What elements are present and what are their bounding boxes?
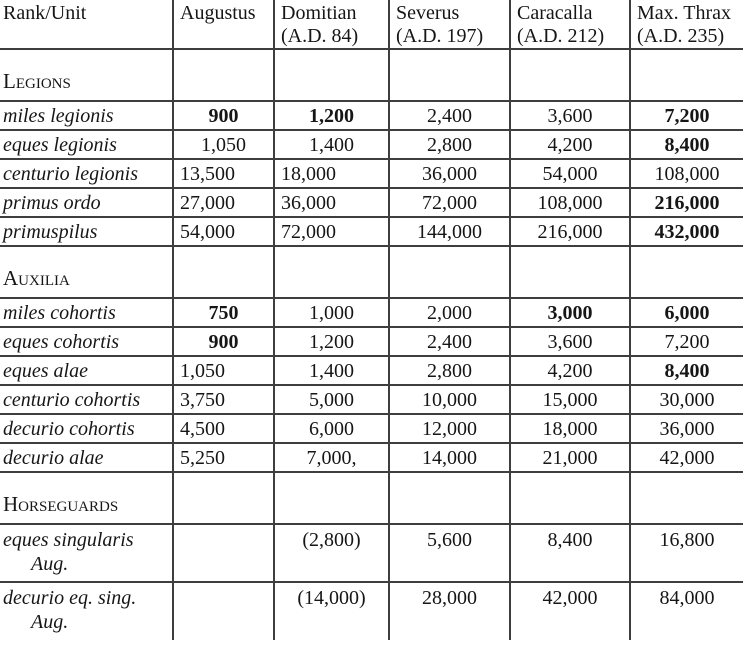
column-subtitle: (A.D. 235) <box>637 25 725 47</box>
rank-label-cell <box>0 385 173 414</box>
rank-label: eques legionis <box>3 133 117 156</box>
value-cell: 3,000 <box>510 298 630 327</box>
value-cell: 8,400 <box>510 524 630 582</box>
data-row-decurio-eq-sing <box>0 582 743 640</box>
section-label-cell <box>0 246 173 298</box>
value-cell: 54,000 <box>510 159 630 188</box>
section-row-legions <box>0 49 743 101</box>
value-cell <box>510 49 630 101</box>
value-cell: 2,800 <box>389 130 510 159</box>
value-cell: 1,200 <box>274 101 389 130</box>
column-subtitle: (A.D. 84) <box>281 25 359 47</box>
value-cell: 15,000 <box>510 385 630 414</box>
value-cell: 18,000 <box>274 159 389 188</box>
value-cell: 4,500 <box>173 414 274 443</box>
value-cell <box>630 246 743 298</box>
column-header-severus <box>389 0 510 49</box>
value-cell: 7,000, <box>274 443 389 472</box>
value-cell: 3,600 <box>510 327 630 356</box>
section-label-cell <box>0 472 173 524</box>
value-cell: 900 <box>173 327 274 356</box>
column-header-caracalla <box>510 0 630 49</box>
data-row-eques-legionis <box>0 130 743 159</box>
value-cell: 7,200 <box>630 101 743 130</box>
data-row-decurio-cohortis <box>0 414 743 443</box>
value-cell: 7,200 <box>630 327 743 356</box>
rank-label-line2: Aug. <box>31 611 69 633</box>
column-title: Rank/Unit <box>3 2 87 24</box>
value-cell <box>173 582 274 640</box>
column-title: Augustus <box>180 2 256 24</box>
value-cell: 1,000 <box>274 298 389 327</box>
value-cell: 1,050 <box>173 130 274 159</box>
value-cell: 54,000 <box>173 217 274 246</box>
value-cell: 3,750 <box>173 385 274 414</box>
rank-label: primuspilus <box>3 220 98 243</box>
column-header-domitian <box>274 0 389 49</box>
value-cell: 42,000 <box>510 582 630 640</box>
value-cell: 14,000 <box>389 443 510 472</box>
value-cell <box>510 472 630 524</box>
value-cell: 5,600 <box>389 524 510 582</box>
value-cell: (14,000) <box>274 582 389 640</box>
value-cell: 16,800 <box>630 524 743 582</box>
rank-label-cell <box>0 130 173 159</box>
value-cell: 108,000 <box>630 159 743 188</box>
rank-label: decurio cohortis <box>3 417 135 440</box>
table-body <box>0 49 743 640</box>
rank-label: centurio cohortis <box>3 388 141 411</box>
column-title: Max. Thrax <box>637 2 732 24</box>
section-row-auxilia <box>0 246 743 298</box>
value-cell <box>389 472 510 524</box>
value-cell: 30,000 <box>630 385 743 414</box>
value-cell <box>274 49 389 101</box>
value-cell: 12,000 <box>389 414 510 443</box>
column-subtitle: (A.D. 197) <box>396 25 484 47</box>
value-cell: 1,050 <box>173 356 274 385</box>
value-cell: 28,000 <box>389 582 510 640</box>
rank-label-line2: Aug. <box>31 553 69 575</box>
data-row-primuspilus <box>0 217 743 246</box>
value-cell: 84,000 <box>630 582 743 640</box>
value-cell: 21,000 <box>510 443 630 472</box>
value-cell <box>173 472 274 524</box>
value-cell: 18,000 <box>510 414 630 443</box>
value-cell: 42,000 <box>630 443 743 472</box>
section-label: Legions <box>3 69 71 93</box>
value-cell: 6,000 <box>274 414 389 443</box>
section-label: Auxilia <box>3 266 70 290</box>
value-cell: 2,800 <box>389 356 510 385</box>
value-cell <box>173 246 274 298</box>
value-cell: 27,000 <box>173 188 274 217</box>
column-header-augustus <box>173 0 274 49</box>
column-title: Severus <box>396 2 460 24</box>
value-cell <box>510 246 630 298</box>
value-cell: 36,000 <box>274 188 389 217</box>
rank-label-cell <box>0 414 173 443</box>
rank-label-cell <box>0 524 173 582</box>
value-cell: 144,000 <box>389 217 510 246</box>
value-cell: 2,400 <box>389 101 510 130</box>
rank-label: eques cohortis <box>3 330 120 353</box>
value-cell: 10,000 <box>389 385 510 414</box>
value-cell: 4,200 <box>510 130 630 159</box>
value-cell: 72,000 <box>274 217 389 246</box>
value-cell: 8,400 <box>630 356 743 385</box>
value-cell <box>173 524 274 582</box>
data-row-eques-cohortis <box>0 327 743 356</box>
rank-label: eques alae <box>3 359 88 382</box>
header-row <box>0 0 743 49</box>
column-header-max-thrax <box>630 0 743 49</box>
value-cell: 36,000 <box>630 414 743 443</box>
rank-label-cell <box>0 356 173 385</box>
value-cell: 36,000 <box>389 159 510 188</box>
table-header <box>0 0 743 49</box>
value-cell: 750 <box>173 298 274 327</box>
value-cell: 3,600 <box>510 101 630 130</box>
value-cell <box>389 49 510 101</box>
column-subtitle: (A.D. 212) <box>517 25 605 47</box>
rank-label: decurio eq. sing. <box>3 587 137 609</box>
value-cell: 2,400 <box>389 327 510 356</box>
value-cell: 1,400 <box>274 356 389 385</box>
data-row-eques-singularis <box>0 524 743 582</box>
section-row-horseguards <box>0 472 743 524</box>
value-cell: 8,400 <box>630 130 743 159</box>
value-cell: 2,000 <box>389 298 510 327</box>
value-cell <box>630 49 743 101</box>
rank-label: miles legionis <box>3 104 114 127</box>
column-title: Caracalla <box>517 2 593 24</box>
rank-label: eques singularis <box>3 529 134 551</box>
value-cell: 900 <box>173 101 274 130</box>
rank-label-cell <box>0 217 173 246</box>
value-cell <box>274 246 389 298</box>
value-cell: 5,000 <box>274 385 389 414</box>
rank-label: miles cohortis <box>3 301 116 324</box>
rank-label-cell <box>0 443 173 472</box>
value-cell: (2,800) <box>274 524 389 582</box>
rank-label-cell <box>0 298 173 327</box>
value-cell: 13,500 <box>173 159 274 188</box>
rank-label-cell <box>0 582 173 640</box>
value-cell: 1,200 <box>274 327 389 356</box>
value-cell: 5,250 <box>173 443 274 472</box>
data-row-eques-alae <box>0 356 743 385</box>
rank-label: decurio alae <box>3 446 104 469</box>
rank-label-cell <box>0 101 173 130</box>
data-row-miles-legionis <box>0 101 743 130</box>
data-row-primus-ordo <box>0 188 743 217</box>
section-label-cell <box>0 49 173 101</box>
value-cell <box>389 246 510 298</box>
rank-label: primus ordo <box>3 191 101 214</box>
value-cell: 216,000 <box>630 188 743 217</box>
data-row-centurio-legionis <box>0 159 743 188</box>
value-cell <box>630 472 743 524</box>
rank-label-cell <box>0 159 173 188</box>
value-cell: 1,400 <box>274 130 389 159</box>
section-label: Horseguards <box>3 492 119 516</box>
data-row-miles-cohortis <box>0 298 743 327</box>
column-title: Domitian <box>281 2 357 24</box>
rank-label: centurio legionis <box>3 162 138 185</box>
data-row-decurio-alae <box>0 443 743 472</box>
rank-label-cell <box>0 327 173 356</box>
value-cell <box>274 472 389 524</box>
value-cell: 216,000 <box>510 217 630 246</box>
value-cell: 72,000 <box>389 188 510 217</box>
data-row-centurio-cohortis <box>0 385 743 414</box>
value-cell <box>173 49 274 101</box>
value-cell: 6,000 <box>630 298 743 327</box>
value-cell: 432,000 <box>630 217 743 246</box>
value-cell: 108,000 <box>510 188 630 217</box>
value-cell: 4,200 <box>510 356 630 385</box>
column-header-rank-unit <box>0 0 173 49</box>
rank-label-cell <box>0 188 173 217</box>
